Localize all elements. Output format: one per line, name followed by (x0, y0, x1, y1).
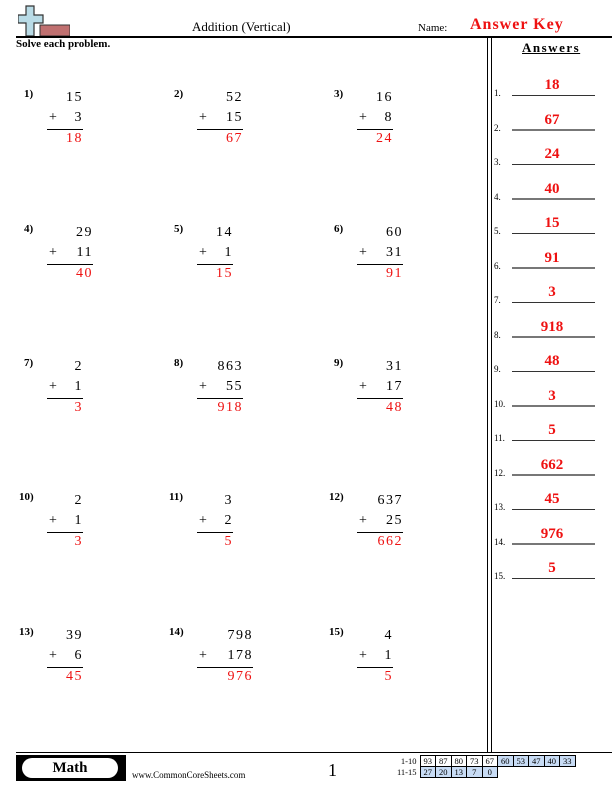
addend-top: 31 (386, 359, 403, 374)
score-cell: 13 (451, 767, 467, 778)
answer: 67 (226, 131, 243, 146)
plus-sign: + (359, 110, 369, 125)
answer-value: 24 (544, 146, 560, 162)
problem-number: 4) (24, 223, 34, 235)
problem-number: 12) (329, 491, 344, 503)
score-row-label: 1-10 (400, 756, 417, 766)
name-label: Name: (418, 22, 448, 34)
answer-rule (512, 543, 595, 545)
plus-sign: + (199, 379, 209, 394)
score-cell: 20 (436, 767, 452, 778)
answer-rule (512, 164, 595, 165)
plus-sign: + (49, 648, 59, 663)
plus-sign: + (49, 513, 59, 528)
answer-rule (512, 405, 595, 407)
addend-bottom: 1 (224, 245, 233, 260)
addend-bottom: 2 (224, 513, 233, 528)
addend-bottom: 11 (76, 245, 93, 260)
answer-value: 91 (544, 249, 560, 266)
problem-number: 9) (334, 357, 344, 369)
score-cell: 33 (560, 756, 576, 767)
answer-rule (512, 198, 595, 200)
answer-line (494, 314, 612, 338)
instructions: Solve each problem. (16, 38, 111, 50)
problem (19, 626, 159, 736)
addition-stack (197, 88, 243, 148)
score-cell: 27 (420, 767, 436, 778)
addend-top: 60 (386, 225, 403, 240)
addition-stack (197, 491, 233, 551)
addend-top: 2 (74, 359, 83, 374)
addend-bottom-row (357, 377, 403, 397)
answer-line (494, 521, 612, 545)
plus-sign: + (199, 648, 209, 663)
addition-stack (47, 357, 83, 417)
addend-bottom: 178 (227, 648, 253, 663)
score-table (394, 755, 576, 778)
answer-line (494, 486, 612, 510)
answer-rule (512, 371, 595, 372)
plus-sign: + (49, 110, 59, 125)
addend-bottom-row (197, 108, 243, 128)
plus-sign: + (359, 379, 369, 394)
answer-rule (512, 578, 595, 579)
problem (334, 223, 474, 333)
footer-divider (16, 752, 612, 753)
answer-value: 3 (548, 284, 556, 300)
answer-line (494, 245, 612, 269)
problem-number: 6) (334, 223, 344, 235)
problem (334, 357, 474, 467)
answer: 24 (376, 131, 393, 146)
answer: 3 (74, 400, 83, 415)
addition-stack (197, 223, 233, 283)
problem-number: 2) (174, 88, 184, 100)
addend-top: 4 (384, 628, 393, 643)
addend-top: 29 (76, 225, 93, 240)
score-cell: 87 (436, 756, 452, 767)
addition-stack (47, 88, 83, 148)
addend-bottom: 55 (226, 379, 243, 394)
answer-value: 15 (544, 215, 560, 231)
addend-bottom: 1 (384, 648, 393, 663)
answer: 45 (66, 669, 83, 684)
addend-bottom: 31 (386, 245, 403, 260)
answer-line (494, 348, 612, 372)
addend-bottom-row (47, 108, 83, 128)
addition-stack (197, 357, 243, 417)
score-cell: 67 (482, 756, 498, 767)
answer-value: 3 (548, 387, 556, 404)
answer-index: 5. (494, 226, 501, 236)
addend-top: 637 (377, 493, 403, 508)
answer-rule (512, 474, 595, 476)
answer-value: 40 (544, 180, 560, 197)
worksheet-title: Addition (Vertical) (192, 19, 291, 34)
name-value: Answer Key (470, 16, 564, 33)
problem (334, 88, 474, 198)
answer-line (494, 210, 612, 234)
score-cell: 7 (467, 767, 483, 778)
problem (24, 88, 164, 198)
addend-top: 15 (66, 90, 83, 105)
answer-rule (512, 233, 595, 234)
answer: 18 (66, 131, 83, 146)
plus-sign: + (199, 513, 209, 528)
addend-bottom-row (357, 646, 393, 666)
plus-sign: + (359, 513, 369, 528)
problem (174, 88, 314, 198)
score-cell: 53 (513, 756, 529, 767)
subject-label: Math (22, 758, 118, 778)
answer: 5 (384, 669, 393, 684)
answer-rule (512, 302, 595, 303)
answer: 15 (216, 266, 233, 281)
answer-index: 10. (494, 398, 506, 409)
answer-index: 1. (494, 88, 501, 98)
problem-number: 3) (334, 88, 344, 100)
plus-ruler-icon (18, 5, 70, 37)
answer-line (494, 555, 612, 579)
addend-bottom-row (357, 511, 403, 531)
addition-stack (47, 626, 83, 686)
addend-bottom: 1 (74, 379, 83, 394)
problem-number: 15) (329, 626, 344, 638)
problem (174, 357, 314, 467)
answer-index: 7. (494, 295, 501, 305)
addend-top: 863 (217, 359, 243, 374)
problem (24, 223, 164, 333)
answer-rule (512, 95, 595, 96)
answer-line (494, 107, 612, 131)
score-cell: 47 (529, 756, 545, 767)
answer-line (494, 176, 612, 200)
problem-number: 13) (19, 626, 34, 638)
answer-value: 976 (540, 525, 564, 542)
answer: 918 (217, 400, 243, 415)
answer-line (494, 452, 612, 476)
answer-index: 3. (494, 157, 501, 167)
answer-rule (512, 267, 595, 269)
answer: 91 (386, 266, 403, 281)
addend-bottom-row (357, 243, 403, 263)
answer-index: 2. (494, 122, 501, 133)
addend-top: 798 (227, 628, 253, 643)
answer-rule (512, 129, 595, 131)
addend-bottom: 1 (74, 513, 83, 528)
problem-number: 10) (19, 491, 34, 503)
problem (329, 491, 469, 601)
answer: 40 (76, 266, 93, 281)
addition-stack (47, 223, 93, 283)
problem-number: 5) (174, 223, 184, 235)
answer: 662 (377, 534, 403, 549)
score-row (394, 767, 575, 778)
answer-rule (512, 440, 595, 441)
addend-bottom-row (357, 108, 393, 128)
site-url: www.CommonCoreSheets.com (132, 770, 246, 780)
problem (169, 626, 309, 736)
plus-sign: + (359, 648, 369, 663)
addend-bottom-row (47, 511, 83, 531)
problem-number: 7) (24, 357, 34, 369)
score-cell: 0 (482, 767, 498, 778)
answer-index: 12. (494, 467, 506, 478)
score-row-label: 11-15 (397, 767, 417, 777)
answer-value: 918 (540, 318, 564, 335)
addend-top: 3 (224, 493, 233, 508)
column-divider (487, 38, 492, 753)
answer-rule (512, 509, 595, 510)
answer-line (494, 141, 612, 165)
answer-value: 5 (548, 560, 556, 576)
answer-line (494, 279, 612, 303)
addend-bottom-row (47, 377, 83, 397)
problem-number: 1) (24, 88, 34, 100)
addition-stack (357, 223, 403, 283)
answers-heading: Answers (522, 40, 581, 55)
addend-bottom: 17 (386, 379, 403, 394)
answer-index: 13. (494, 502, 506, 512)
addend-bottom-row (197, 243, 233, 263)
answer-rule (512, 336, 595, 338)
plus-sign: + (359, 245, 369, 260)
answer-index: 8. (494, 329, 501, 340)
score-row (394, 756, 575, 767)
answer: 3 (74, 534, 83, 549)
answer-index: 15. (494, 571, 506, 581)
addition-stack (357, 88, 393, 148)
answer-index: 6. (494, 260, 501, 271)
answer-line (494, 72, 612, 96)
plus-sign: + (49, 245, 59, 260)
addition-stack (357, 491, 403, 551)
answer-index: 14. (494, 536, 506, 547)
answer-value: 18 (544, 77, 560, 93)
score-cell: 80 (451, 756, 467, 767)
addition-stack (197, 626, 253, 686)
addend-bottom: 6 (74, 648, 83, 663)
score-cell: 60 (498, 756, 514, 767)
addend-bottom-row (197, 511, 233, 531)
plus-sign: + (199, 110, 209, 125)
answer-value: 45 (544, 491, 560, 507)
addend-bottom-row (197, 377, 243, 397)
plus-sign: + (199, 245, 209, 260)
score-cell: 93 (420, 756, 436, 767)
problem (169, 491, 309, 601)
addend-top: 39 (66, 628, 83, 643)
problem-number: 8) (174, 357, 184, 369)
addend-bottom-row (197, 646, 253, 666)
answer: 5 (224, 534, 233, 549)
addend-bottom: 15 (226, 110, 243, 125)
addend-top: 16 (376, 90, 393, 105)
answer-value: 662 (540, 456, 564, 473)
answer: 976 (227, 669, 253, 684)
addition-stack (357, 626, 393, 686)
answer-line (494, 417, 612, 441)
problem-number: 14) (169, 626, 184, 638)
addend-bottom: 8 (384, 110, 393, 125)
answer-value: 67 (544, 111, 560, 128)
answer-value: 48 (544, 353, 560, 369)
score-cell: 40 (544, 756, 560, 767)
answer-value: 5 (548, 422, 556, 438)
addend-bottom: 25 (386, 513, 403, 528)
answer-index: 4. (494, 191, 501, 202)
addend-bottom-row (47, 646, 83, 666)
problem (24, 357, 164, 467)
addend-top: 2 (74, 493, 83, 508)
problem (19, 491, 159, 601)
answer: 48 (386, 400, 403, 415)
problem (174, 223, 314, 333)
plus-sign: + (49, 379, 59, 394)
addend-top: 52 (226, 90, 243, 105)
addition-stack (47, 491, 83, 551)
addend-top: 14 (216, 225, 233, 240)
addition-stack (357, 357, 403, 417)
problem (329, 626, 469, 736)
score-cell: 73 (467, 756, 483, 767)
answer-index: 9. (494, 364, 501, 374)
addend-bottom-row (47, 243, 93, 263)
problem-number: 11) (169, 491, 184, 503)
page-number: 1 (328, 760, 337, 780)
addend-bottom: 3 (74, 110, 83, 125)
answer-line (494, 383, 612, 407)
answer-index: 11. (494, 433, 505, 443)
